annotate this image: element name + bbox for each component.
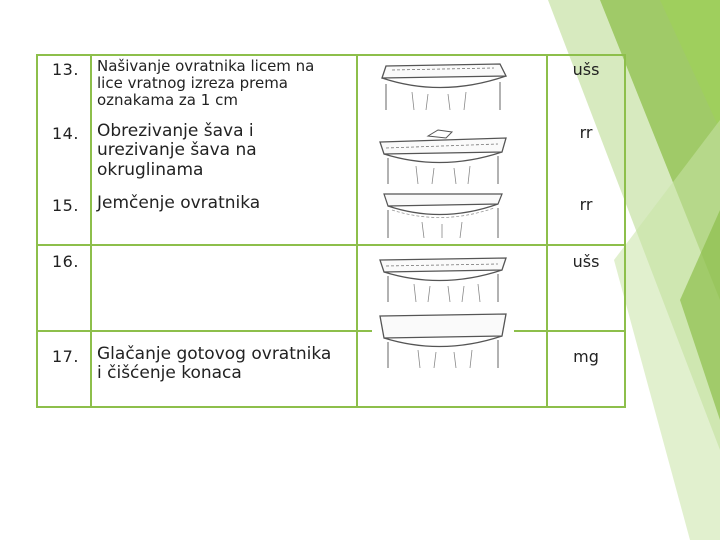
description-line: Obrezivanje šava i: [97, 121, 254, 141]
description-line: Našivanje ovratnika licem na: [97, 57, 315, 75]
row-number: 17.: [52, 347, 79, 366]
machine-code: rr: [579, 195, 593, 214]
description-line: okruglinama: [97, 159, 204, 180]
machine-code: mg: [573, 347, 599, 366]
row-number: 13.: [52, 60, 79, 79]
row-number: 14.: [52, 124, 79, 143]
operation-description: [97, 194, 352, 213]
collar-sketch-icon: [372, 126, 514, 186]
table-divider: [36, 330, 626, 332]
table-divider: [546, 54, 548, 408]
row-number: 15.: [52, 196, 79, 215]
description-line: Jemčenje ovratnika: [97, 193, 261, 213]
operation-description: [97, 122, 352, 180]
description-line: oznakama za 1 cm: [97, 91, 238, 110]
description-line: i čišćenje konaca: [97, 363, 242, 384]
operation-description: [97, 58, 352, 109]
table-divider: [356, 54, 358, 408]
machine-code: rr: [579, 123, 593, 142]
collar-sketch-icon: [372, 190, 514, 240]
table-divider: [90, 54, 92, 408]
machine-code: ušs: [572, 252, 600, 271]
collar-sketch-icon: [372, 310, 514, 370]
operation-description: [97, 345, 352, 384]
description-line: Glačanje gotovog ovratnika: [97, 344, 332, 364]
table-divider: [36, 244, 626, 246]
machine-code: ušs: [572, 60, 600, 79]
collar-sketch-icon: [372, 58, 514, 114]
description-line: urezivanje šava na: [97, 140, 257, 161]
collar-sketch-icon: [372, 250, 514, 304]
row-number: 16.: [52, 252, 79, 271]
description-line: lice vratnog izreza prema: [97, 74, 289, 93]
